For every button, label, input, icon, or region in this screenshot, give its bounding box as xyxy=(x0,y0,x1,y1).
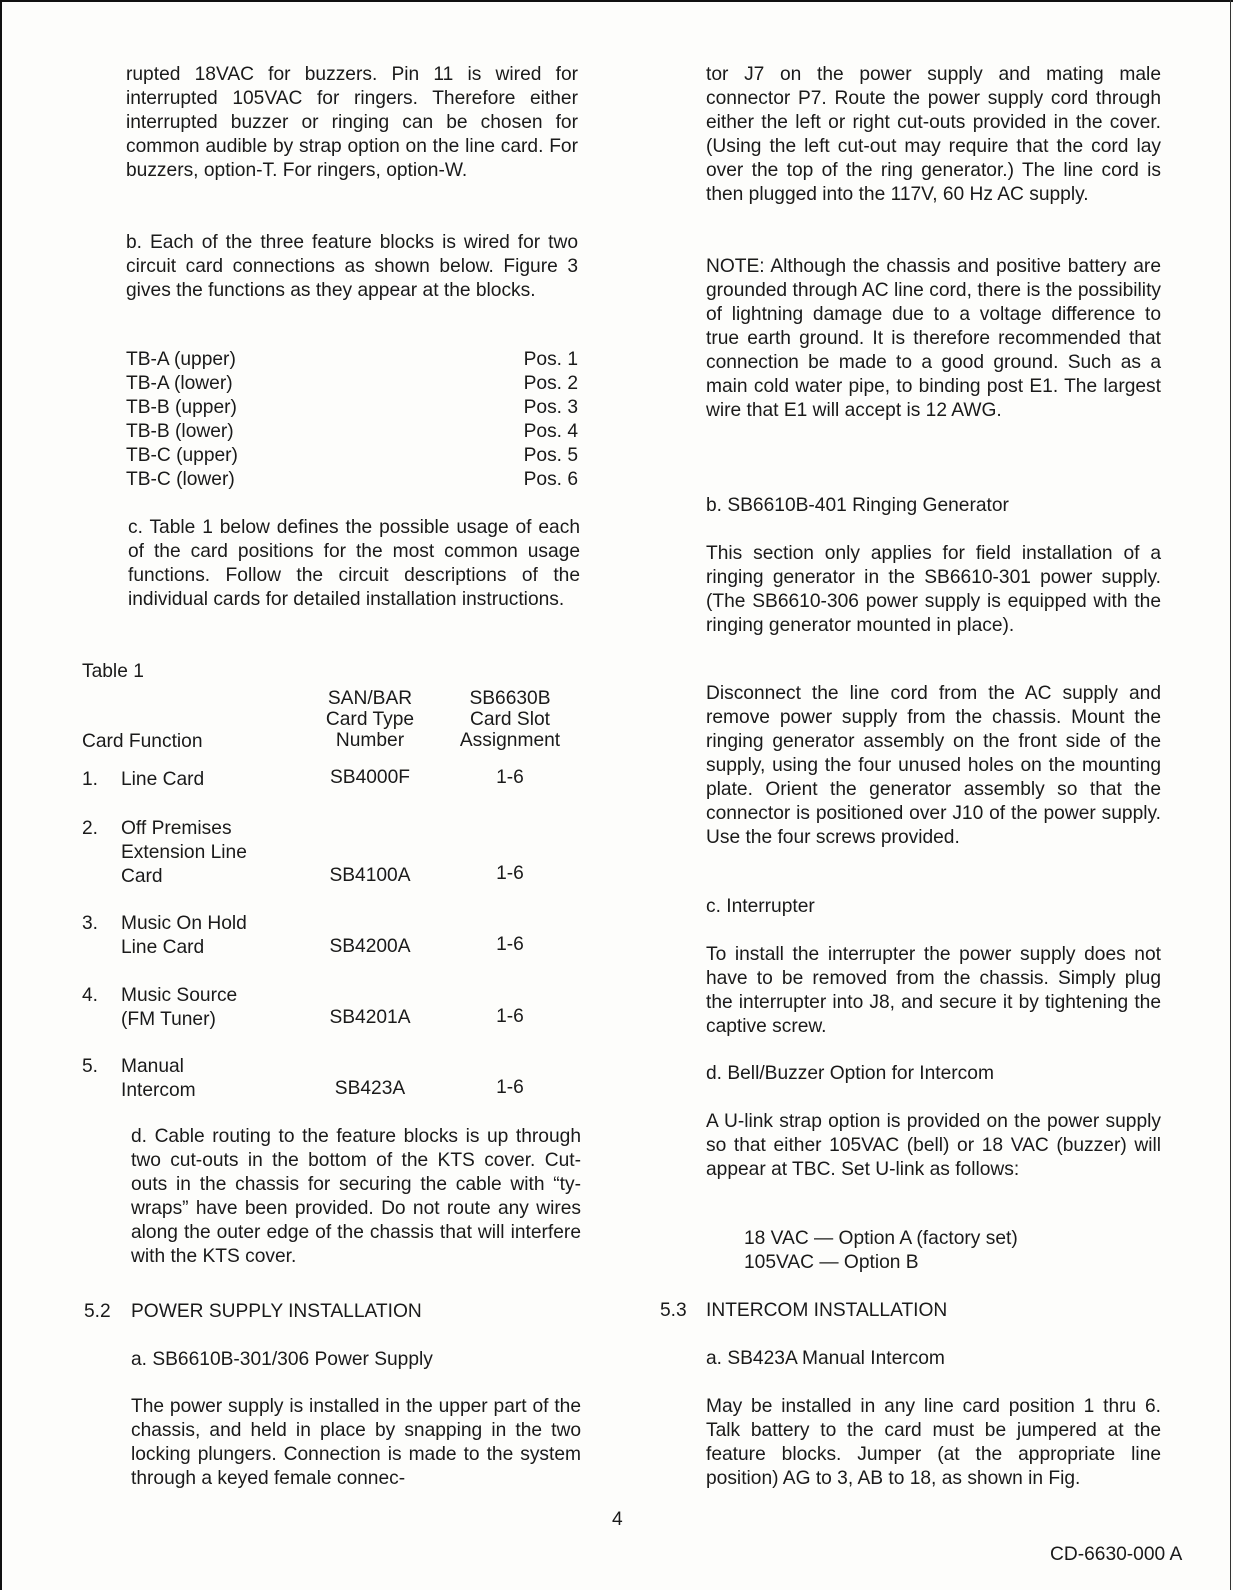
position-row xyxy=(126,372,578,396)
subsection-ringing-generator: b. SB6610B-401 Ringing Generator xyxy=(706,495,1009,516)
row-number: 5. xyxy=(82,1056,99,1077)
paragraph-b-feature-blocks: b. Each of the three feature blocks is wired for two circuit card connections as shown below. Figure 3 gives the functions as they appear at the blocks. xyxy=(126,232,578,301)
row-card-slot: 1-6 xyxy=(496,934,524,955)
row-card-slot: 1-6 xyxy=(496,1006,524,1027)
row-number: 3. xyxy=(82,913,99,934)
block-position: Pos. 6 xyxy=(523,469,578,490)
section-5-3-title: INTERCOM INSTALLATION xyxy=(706,1300,948,1321)
row-number: 4. xyxy=(82,985,99,1006)
option-a-line: 18 VAC — Option A (factory set) xyxy=(744,1228,1018,1249)
block-name: TB-A (upper) xyxy=(126,349,236,370)
subsection-bell-buzzer: d. Bell/Buzzer Option for Intercom xyxy=(706,1063,994,1084)
section-5-2-number: 5.2 xyxy=(84,1301,111,1322)
option-b-line: 105VAC — Option B xyxy=(744,1252,919,1273)
row-card-slot: 1-6 xyxy=(496,1077,524,1098)
subsection-power-supply: a. SB6610B-301/306 Power Supply xyxy=(131,1349,433,1370)
row-card-function: Off Premises Extension Line Card xyxy=(121,818,247,887)
page-number: 4 xyxy=(612,1509,623,1530)
row-number: 1. xyxy=(82,769,99,790)
row-card-type: SB4200A xyxy=(329,936,411,957)
subsection-manual-intercom: a. SB423A Manual Intercom xyxy=(706,1348,945,1369)
position-row xyxy=(126,396,578,420)
subsection-interrupter: c. Interrupter xyxy=(706,896,815,917)
page-border-left xyxy=(0,0,2,1590)
paragraph-bell-buzzer: A U-link strap option is provided on the power supply so that either 105VAC (bell) or 18 VAC (buzzer) will appear at TBC. Set U-link as follows: xyxy=(706,1111,1161,1180)
position-row xyxy=(126,348,578,372)
paragraph-power-supply: The power supply is installed in the upper part of the chassis, and held in place by snapping in the two locking plungers. Connection is made to the system through a keyed female connec- xyxy=(131,1396,581,1489)
header-card-type: SAN/BAR Card Type Number xyxy=(325,688,415,751)
row-card-type: SB4100A xyxy=(329,865,411,886)
block-position: Pos. 4 xyxy=(523,421,578,442)
paragraph-manual-intercom: May be installed in any line card position 1 thru 6. Talk battery to the card must be jumpered at the feature blocks. Jumper (at the appropriate line position) AG to 3, AB to 18, as shown in Fig. xyxy=(706,1396,1161,1489)
row-card-slot: 1-6 xyxy=(496,767,524,788)
row-card-type: SB423A xyxy=(334,1078,406,1099)
document-id: CD-6630-000 A xyxy=(1050,1544,1183,1565)
intro-paragraph: rupted 18VAC for buzzers. Pin 11 is wired for interrupted 105VAC for ringers. Therefore either interrupted buzzer or ringing can be chosen for common audible by strap option on the line card. For buzzers, option-T. For ringers, option-W. xyxy=(126,64,578,181)
paragraph-c-table-intro: c. Table 1 below defines the possible usage of each of the card positions for the most common usage functions. Follow the circuit descriptions of the individual cards for detailed installation instructions. xyxy=(128,517,580,610)
table-label: Table 1 xyxy=(82,661,144,682)
block-position: Pos. 1 xyxy=(523,349,578,370)
note-grounding: NOTE: Although the chassis and positive battery are grounded through AC line cord, there is the possibility of lightning damage due to a voltage difference to true earth ground. It is therefore recommended that connection be made to a good ground. Such as a main cold water pipe, to binding post E1. The largest wire that E1 will accept is 12 AWG. xyxy=(706,256,1161,421)
position-row xyxy=(126,468,578,492)
section-5-2-title: POWER SUPPLY INSTALLATION xyxy=(131,1301,422,1322)
row-card-slot: 1-6 xyxy=(496,863,524,884)
block-position: Pos. 2 xyxy=(523,373,578,394)
block-name: TB-C (lower) xyxy=(126,469,235,490)
paragraph-interrupter: To install the interrupter the power supply does not have to be removed from the chassis. Simply plug the interrupter into J8, and secure it by tightening the captive screw. xyxy=(706,944,1161,1037)
paragraph-d-cable-routing: d. Cable routing to the feature blocks is up through two cut-outs in the bottom of the KTS cover. Cut-outs in the chassis for securing the cable with “ty-wraps” have been provided. Do not route any wires along the outer edge of the chassis that will interfere with the KTS cover. xyxy=(131,1126,581,1267)
block-name: TB-B (upper) xyxy=(126,397,237,418)
header-card-slot: SB6630B Card Slot Assignment xyxy=(459,688,561,751)
block-name: TB-C (upper) xyxy=(126,445,238,466)
row-card-function: Manual Intercom xyxy=(121,1056,196,1101)
position-row xyxy=(126,420,578,444)
block-position: Pos. 3 xyxy=(523,397,578,418)
row-card-type: SB4000F xyxy=(329,767,410,788)
row-card-function: Music Source (FM Tuner) xyxy=(121,985,238,1030)
block-name: TB-B (lower) xyxy=(126,421,234,442)
paragraph-ringing-generator-scope: This section only applies for field installation of a ringing generator in the SB6610-301 power supply. (The SB6610-306 power supply is equipped with the ringing generator mounted in place). xyxy=(706,543,1161,636)
paragraph-ringing-generator-mounting: Disconnect the line cord from the AC supply and remove power supply from the chassis. Mount the ringing generator assembly on the front side of the supply, using the four unused holes on the mounting plate. Orient the generator assembly so that the connector is positioned over J10 of the power supply. Use the four screws provided. xyxy=(706,683,1161,848)
page-border-right xyxy=(1230,0,1231,1590)
block-name: TB-A (lower) xyxy=(126,373,233,394)
section-5-3-number: 5.3 xyxy=(660,1300,687,1321)
paragraph-power-cord: tor J7 on the power supply and mating male connector P7. Route the power supply cord through either the left or right cut-outs provided in the cover. (Using the left cut-out may require that the cord lay over the top of the ring generator.) The line cord is then plugged into the 117V, 60 Hz AC supply. xyxy=(706,64,1161,205)
position-row xyxy=(126,444,578,468)
row-card-function: Music On Hold Line Card xyxy=(121,913,247,958)
page-border-top xyxy=(0,0,1233,2)
row-card-function: Line Card xyxy=(121,769,205,790)
block-position: Pos. 5 xyxy=(523,445,578,466)
header-card-function: Card Function xyxy=(82,731,203,752)
row-number: 2. xyxy=(82,818,99,839)
row-card-type: SB4201A xyxy=(329,1007,411,1028)
